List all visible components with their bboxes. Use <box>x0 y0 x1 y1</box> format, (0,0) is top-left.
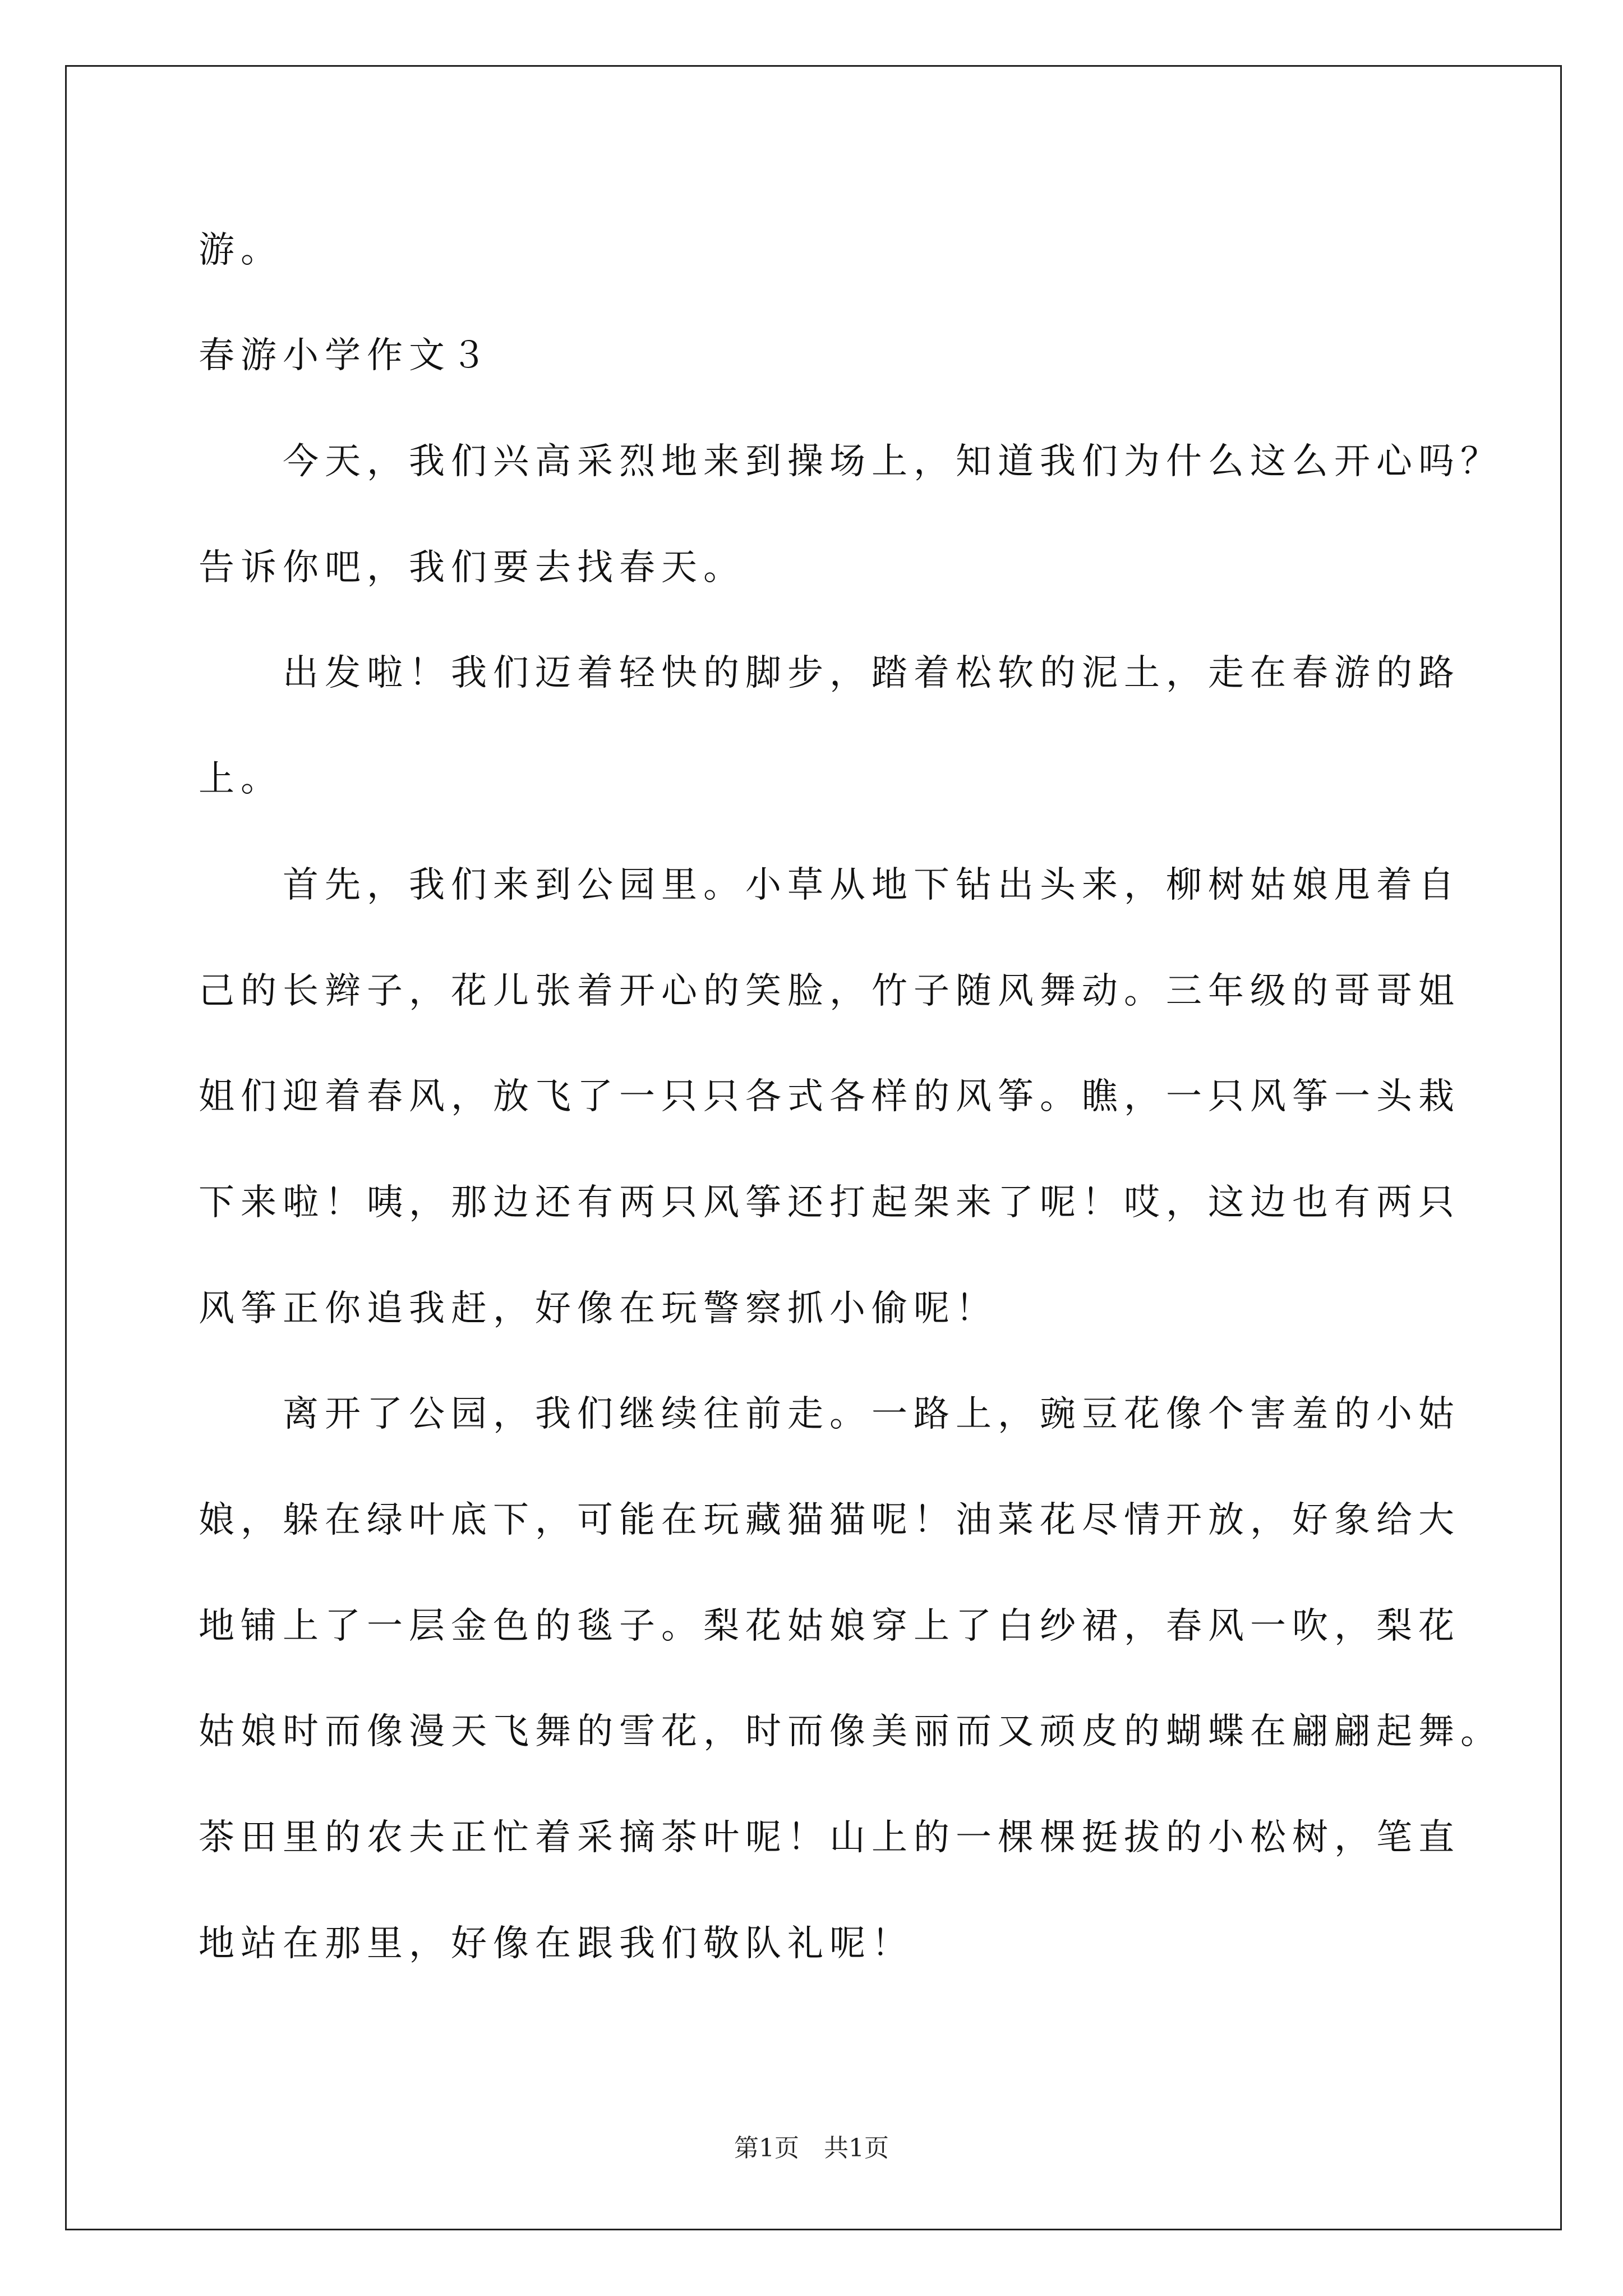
text-line: 上。 <box>199 758 283 800</box>
page-number-total: 共1页 <box>824 2134 889 2162</box>
text-line: 地铺上了一层金色的毯子。梨花姑娘穿上了白纱裙，春风一吹，梨花 <box>199 1605 1460 1647</box>
text-line: 娘，躲在绿叶底下，可能在玩藏猫猫呢！油菜花尽情开放，好象给大 <box>199 1499 1460 1541</box>
text-line: 茶田里的农夫正忙着采摘茶叶呢！山上的一棵棵挺拔的小松树，笔直 <box>199 1817 1460 1858</box>
page-frame <box>65 65 1562 2230</box>
text-line: 首先，我们来到公园里。小草从地下钻出头来，柳树姑娘甩着自 <box>283 864 1460 906</box>
text-line: 离开了公园，我们继续往前走。一路上，豌豆花像个害羞的小姑 <box>283 1393 1460 1435</box>
text-line: 己的长辫子，花儿张着开心的笑脸，竹子随风舞动。三年级的哥哥姐 <box>199 970 1460 1012</box>
page-footer <box>0 2132 1623 2165</box>
text-line: 出发啦！我们迈着轻快的脚步，踏着松软的泥土，走在春游的路 <box>283 652 1460 694</box>
text-line: 风筝正你追我赶，好像在玩警察抓小偷呢！ <box>199 1288 998 1329</box>
text-line: 下来啦！咦，那边还有两只风筝还打起架来了呢！哎，这边也有两只 <box>199 1182 1460 1223</box>
section-heading: 春游小学作文３ <box>199 335 493 376</box>
text-line: 告诉你吧，我们要去找春天。 <box>199 547 745 588</box>
text-line-continuation: 游。 <box>199 229 283 271</box>
text-line: 地站在那里，好像在跟我们敬队礼呢！ <box>199 1923 914 1964</box>
text-line: 姐们迎着春风，放飞了一只只各式各样的风筝。瞧，一只风筝一头栽 <box>199 1076 1460 1117</box>
text-line: 姑娘时而像漫天飞舞的雪花，时而像美丽而又顽皮的蝴蝶在翩翩起舞。 <box>199 1711 1502 1752</box>
text-line: 今天，我们兴高采烈地来到操场上，知道我们为什么这么开心吗？ <box>283 441 1502 482</box>
page-number-current: 第1页 <box>734 2134 799 2162</box>
